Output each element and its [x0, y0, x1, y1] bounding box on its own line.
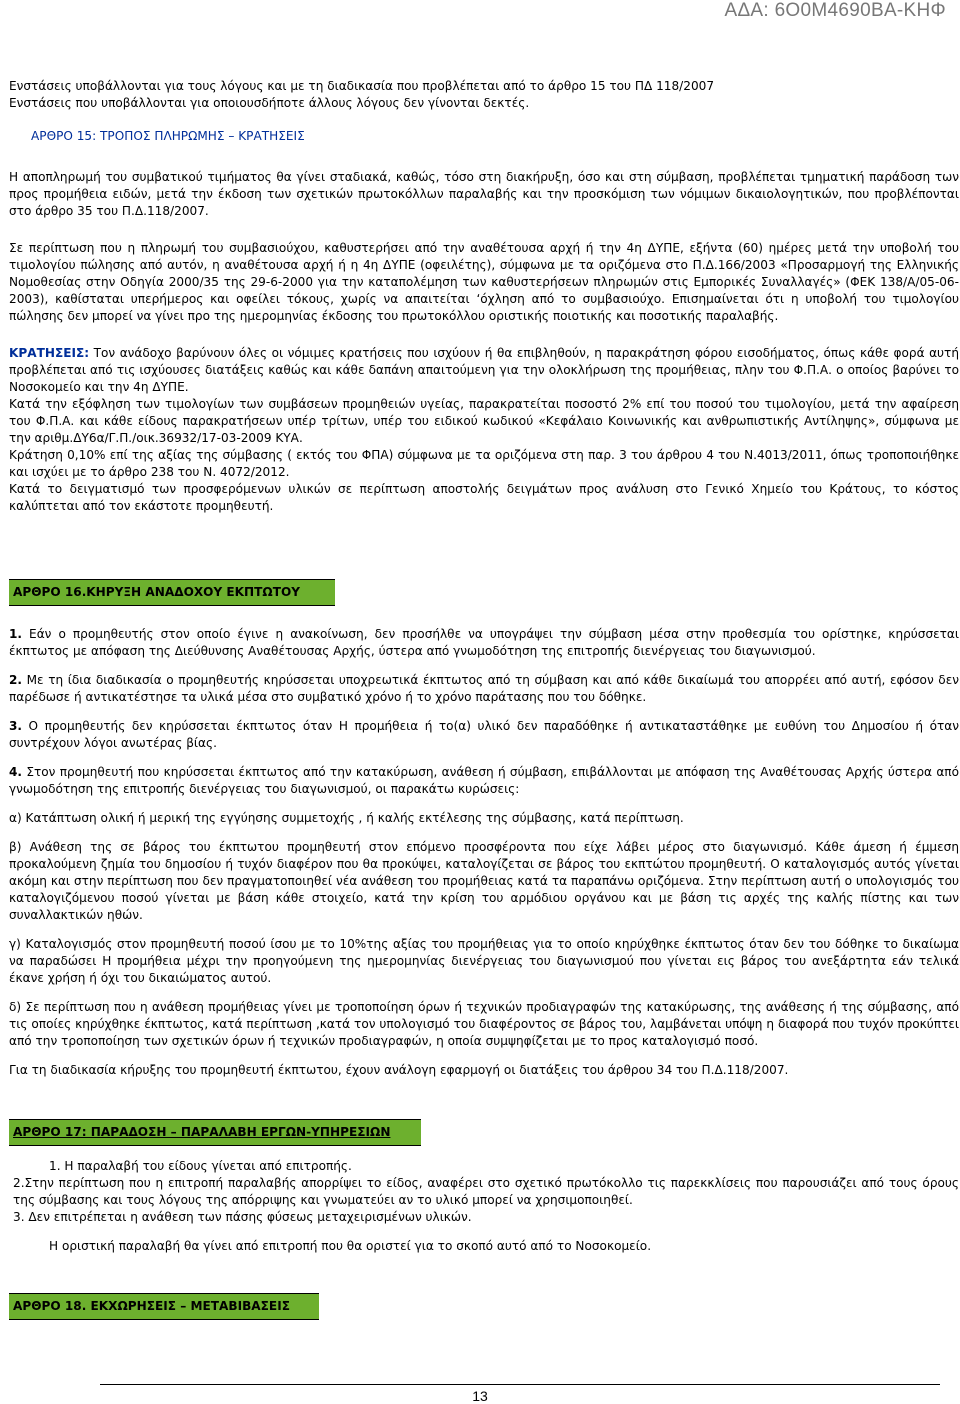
art16-item-3-text: Ο προμηθευτής δεν κηρύσσεται έκπτωτος όταν Η προμήθεια ή το(α) υλικό δεν παραδόθηκε ή αντικαταστάθηκε με ευθύνη του Δημοσίου ή όταν συντρέχουν λόγοι ανωτέρας βίας. — [9, 719, 959, 750]
art16-sub-d: δ) Σε περίπτωση που η ανάθεση προμήθειας γίνει με τροποποίηση όρων ή τεχνικών προδιαγραφών της κατακύρωσης, της ανάθεσης ή της σύμβασης, από τις οποίες κηρύχθηκε έκπτωτος, κατά περίπτωση ,κατά τον υπολογισμό του διαφέροντος σε βάρος του, λαμβάνεται υπόψη η διαφορά που τυχόν προκύπτει από την τροποποίηση των σχετικών όρων ή τεχνικών προδιαγραφών, η οποία συμψηφίζεται με το προς καταλογισμό ποσό. — [9, 1000, 959, 1048]
art17-item-3: 3. Δεν επιτρέπεται η ανάθεση των πάσης φύσεως μεταχειρισμένων υλικών. — [13, 1210, 472, 1224]
art15-paragraph-4: Κατά την εξόφληση των τιμολογίων των συμβάσεων προμηθειών υγείας, παρακρατείται ποσοστό 2% επί του ποσού του τιμολογίου, μετά την αφαίρεση του Φ.Π.Α. και κάθε είδους παρακρατήσεων υπέρ τρίτων, υπέρ του ειδικού κωδικού «Κεφάλαιο Κοινωνικής και ανθρωπιστικής Αντίληψης», σύμφωνα με την αριθμ.ΔΥ6α/Γ.Π./οικ.36932/17-03-2009 ΚΥΑ. — [9, 397, 959, 445]
art16-item-1-text: Εάν ο προμηθευτής στον οποίο έγινε η ανακοίνωση, δεν προσήλθε να υπογράψει την σύμβαση μέσα στην προθεσμία του ορίστηκε, κηρύσσεται έκπτωτος με απόφαση της Διεύθυνσης Αναθέτουσας Αρχής, ύστερα από γνωμοδότηση της επιτροπής διενέργειας του διαγωνισμού. — [9, 627, 959, 658]
art16-sub-c: γ) Καταλογισμός στον προμηθευτή ποσού ίσου με το 10%της αξίας του προμήθειας για το οποίο κηρύχθηκε έκπτωτος όταν δεν του δόθηκε το δικαίωμα να παραδώσει Η προμήθεια μέχρι την προηγούμενη της ημερομηνίας διενέργειας του διαγωνισμού που γίνεται εις βάρος του ανεξάρτητα εάν τελικά έκανε χρήση ή όχι του δικαιώματος αυτού. — [9, 937, 959, 985]
art15-paragraph-1: Η αποπληρωμή του συμβατικού τιμήματος θα γίνει σταδιακά, καθώς, τόσο στη διακήρυξη, όσο και στη σύμβαση, προβλέπεται τμηματική παράδοση των προς προμήθεια ειδών, μετά την έκδοση των σχετικών πρωτοκόλλων παραλαβής και την προσκόμιση των νόμιμων δικαιολογητικών, που προβλέπονται στο άρθρο 35 του Π.Δ.118/2007. — [9, 170, 959, 218]
art16-item-2-num: 2. — [9, 673, 23, 687]
intro-line-1: Ενστάσεις υποβάλλονται για τους λόγους και με τη διαδικασία που προβλέπεται από το άρθρο 15 του ΠΔ 118/2007 — [9, 79, 715, 93]
art16-sub-a: α) Κατάπτωση ολική ή μερική της εγγύησης συμμετοχής , ή καλής εκτέλεσης της σύμβασης, κατά περίπτωση. — [9, 811, 684, 825]
art15-paragraph-6: Κατά το δειγματισμό των προσφερόμενων υλικών σε περίπτωση αποστολής δειγμάτων προς ανάλυση στο Γενικό Χημείο του Κράτους, το κόστος καλύπτεται από τον εκάστοτε προμηθευτή. — [9, 482, 959, 513]
article-17-heading-text: ΑΡΘΡΟ 17: ΠΑΡΑΔΟΣΗ – ΠΑΡΑΛΑΒΗ ΕΡΓΩΝ-ΥΠΗΡΕΣΙΩΝ — [13, 1125, 391, 1139]
kratiseis-label: ΚΡΑΤΗΣΕΙΣ: — [9, 346, 90, 360]
article-18-heading: ΑΡΘΡΟ 18. ΕΚΧΩΡΗΣΕΙΣ – ΜΕΤΑΒΙΒΑΣΕΙΣ — [9, 1293, 319, 1320]
art16-item-4-num: 4. — [9, 765, 23, 779]
art16-item-1 — [9, 626, 959, 660]
document-body — [9, 78, 959, 1320]
art16-item-4-text: Στον προμηθευτή που κηρύσσεται έκπτωτος από την κατακύρωση, ανάθεση ή σύμβαση, επιβάλλονται με απόφαση της Αναθέτουσας Αρχής ύστερα από γνωμοδότηση της επιτροπής διενέργειας του διαγωνισμού, οι παρακάτω κυρώσεις: — [9, 765, 959, 796]
art15-paragraph-2: Σε περίπτωση που η πληρωμή του συμβασιούχου, καθυστερήσει από την αναθέτουσα αρχή ή την 4η ΔΥΠΕ, εξήντα (60) ημέρες μετά την υποβολή του τιμολογίου πώλησης από αυτόν, η αναθέτουσα αρχή ή η 4η ΔΥΠΕ (οφειλέτης), σύμφωνα με τα οριζόμενα στο Π.Δ.166/2003 «Προσαρμογή της Ελληνικής Νομοθεσίας στην Οδηγία 2000/35 της 29-6-2000 για την καταπολέμηση των καθυστερήσεων πληρωμών στις Εμπορικές Συναλλαγές» (ΦΕΚ 138/Α/05-06-2003), καθίσταται υπερήμερος και οφείλει τόκους, χωρίς να απαιτείται ‘όχληση από το συμβασιούχο. Επισημαίνεται ότι η υποβολή του τιμολογίου πώλησης δεν μπορεί να γίνει προ της ημερομηνίας έκδοσης του πρωτοκόλλου οριστικής ποιοτικής και ποσοτικής παραλαβής. — [9, 241, 959, 323]
article-15-heading: ΑΡΘΡΟ 15: ΤΡΟΠΟΣ ΠΛΗΡΩΜΗΣ – ΚΡΑΤΗΣΕΙΣ — [31, 129, 305, 143]
page-number: 13 — [472, 1388, 488, 1404]
article-16-heading: ΑΡΘΡΟ 16.ΚΗΡΥΞΗ ΑΝΑΔΟΧΟΥ ΕΚΠΤΩΤΟΥ — [9, 579, 335, 606]
art17-item-1: 1. Η παραλαβή του είδους γίνεται από επιτροπής. — [49, 1159, 352, 1173]
art15-paragraph-5: Κράτηση 0,10% επί της αξίας της σύμβασης ( εκτός του ΦΠΑ) σύμφωνα με τα οριζόμενα στη παρ. 3 του άρθρου 4 του Ν.4013/2011, όπως τροποποιήθηκε και ισχύει με το άρθρο 238 του Ν. 4072/2012. — [9, 448, 959, 479]
article-17-heading — [9, 1119, 421, 1146]
art15-kratiseis — [9, 345, 959, 396]
art16-item-3 — [9, 718, 959, 752]
art16-item-1-num: 1. — [9, 627, 23, 641]
art16-item-3-num: 3. — [9, 719, 23, 733]
art17-final: Η οριστική παραλαβή θα γίνει από επιτροπή που θα οριστεί για το σκοπό αυτό από το Νοσοκομείο. — [49, 1239, 652, 1253]
kratiseis-text: Τον ανάδοχο βαρύνουν όλες οι νόμιμες κρατήσεις που ισχύουν ή θα επιβληθούν, η παρακράτηση φόρου εισοδήματος, όπως κάθε φορά αυτή προβλέπεται από τις ισχύουσες διατάξεις καθώς και κάθε δαπάνη απαιτούμενη για την ολοκλήρωση της προμήθειας, πλην του Φ.Π.Α. ο οποίος βαρύνει το Νοσοκομείο και την 4η ΔΥΠΕ. — [9, 346, 959, 394]
art16-item-2-text: Με τη ίδια διαδικασία ο προμηθευτής κηρύσσεται υποχρεωτικά έκπτωτος από τη σύμβαση και από κάθε δικαίωμά του απορρέει από αυτή, εφόσον δεν παρέδωσε ή αντικατέστησε τα υλικά μέσα στο συμβατικό χρόνο ή το χρόνο παράτασης που του δόθηκε. — [9, 673, 959, 704]
art16-closing: Για τη διαδικασία κήρυξης του προμηθευτή έκπτωτου, έχουν ανάλογη εφαρμογή οι διατάξεις του άρθρου 34 του Π.Δ.118/2007. — [9, 1063, 789, 1077]
art16-item-2 — [9, 672, 959, 706]
art16-item-4 — [9, 764, 959, 798]
art16-sub-b: β) Ανάθεση της σε βάρος του έκπτωτου προμηθευτή στον επόμενο προσφέροντα που είχε λάβει μέρος στο διαγωνισμό. Κάθε άμεση ή έμμεση προκαλούμενη ζημία του δημοσίου ή τυχόν διαφέρον που θα προκύψει, καταλογίζεται σε βάρος του εκπτώτου προμηθευτή. Ο καταλογισμός αυτός γίνεται ακόμη και στην περίπτωση που δεν πραγματοποιηθεί νέα ανάθεση του προμήθειας κατά τα παραπάνω οριζόμενα. Στην περίπτωση αυτή ο υπολογισμός του καταλογιζόμενου ποσού γίνεται με βάση κάθε στοιχείο, κατά την κρίση του αρμόδιου οργάνου και με βάση τις αρχές της καλής πίστης και των συναλλακτικών ηθών. — [9, 840, 959, 922]
art17-item-2: 2.Στην περίπτωση που η επιτροπή παραλαβής απορρίψει το είδος, αναφέρει στο σχετικό πρωτόκολλο τις παρεκκλίσεις που παρουσιάζει από τους όρους της σύμβασης και τους λόγους της απόρριψης και γνωματεύει αν το υλικό μπορεί να χρησιμοποιηθεί. — [13, 1176, 959, 1207]
footer-rule — [100, 1384, 940, 1385]
intro-line-2: Ενστάσεις που υποβάλλονται για οποιουσδήποτε άλλους λόγους δεν γίνονται δεκτές. — [9, 96, 530, 110]
ada-watermark: ΑΔΑ: 6Ο0Μ4690ΒΑ-ΚΗΦ — [724, 0, 946, 21]
